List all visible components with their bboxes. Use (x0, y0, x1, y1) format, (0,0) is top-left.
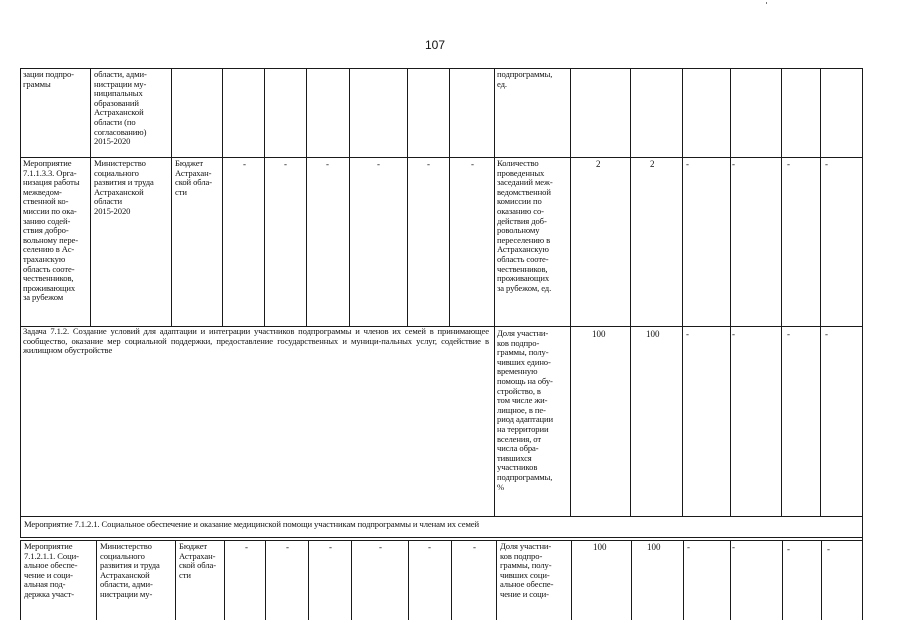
col-rule (20, 326, 21, 516)
task-712-text-cell: Задача 7.1.2. Создание условий для адаптации и интеграции участников подпрограммы и членов их семей в принимающее сообщество, оказание мер социальной поддержки, предоставление государственных и муници-пальных услуг, содействие в жилищном обустройстве (23, 326, 489, 356)
indicator-value: - (687, 542, 690, 552)
col-rule (496, 540, 497, 620)
indicator-value: - (825, 159, 828, 169)
col-rule (782, 540, 783, 620)
event-71211-source-cell: Бюджет Астрахан- ской обла- сти (179, 541, 217, 580)
continuation-event-cell: зации подпро- граммы (23, 69, 74, 89)
col-rule (351, 540, 352, 620)
indicator-value: 2 (650, 159, 655, 169)
finance-value: - (427, 159, 430, 169)
event-71133-executor-cell: Министерство социального развития и труда Астраханской области 2015-2020 (94, 158, 154, 216)
col-rule (682, 68, 683, 516)
finance-value: - (284, 159, 287, 169)
finance-value: - (326, 159, 329, 169)
col-rule (265, 540, 266, 620)
finance-value: - (379, 542, 382, 552)
indicator-value: - (686, 159, 689, 169)
event-71211-name-cell: Мероприятие 7.1.2.1.1. Соци- альное обеспе- чение и соци- альная под- держка участ- (24, 541, 79, 599)
finance-value: - (471, 159, 474, 169)
finance-value: - (286, 542, 289, 552)
indicator-value: - (787, 159, 790, 169)
col-rule (449, 68, 450, 326)
event-71133-name-cell: Мероприятие 7.1.1.3.3. Орга- низация работы межведом- ственной ко- миссии по ока- занию содей- ствия добро- вольному пере- селению в Ас- траханскую область сооте- чественников, проживающих за рубежом (23, 158, 80, 303)
finance-value: - (329, 542, 332, 552)
col-rule (781, 68, 782, 516)
event-7121-header-cell: Мероприятие 7.1.2.1. Социальное обеспечение и оказание медицинской помощи участникам подпрограммы и членам их семей (24, 519, 480, 529)
row-rule (20, 537, 862, 538)
page-number: 107 (425, 38, 446, 52)
col-rule (224, 540, 225, 620)
col-rule (631, 540, 632, 620)
col-rule (20, 68, 21, 326)
col-rule (222, 68, 223, 326)
col-rule (494, 68, 495, 516)
col-rule (821, 540, 822, 620)
col-rule (862, 540, 863, 620)
col-rule (730, 540, 731, 620)
indicator-value: - (827, 544, 830, 554)
continuation-executor-cell: области, адми- нистрации му- ниципальных образований Астраханской области (по согласованию) 2015-2020 (94, 69, 147, 147)
task-712-indicator-cell: Доля участни- ков подпро- граммы, полу- чивших едино- временную помощь на обу- стройство, в том числе жи- лищное, в пе- риод адаптации на территории вселения, от числа обра- тившихся участников подпрограммы, % (497, 328, 554, 492)
col-rule (570, 68, 571, 516)
indicator-value: 100 (646, 329, 660, 339)
col-rule (90, 68, 91, 326)
row-rule (20, 516, 862, 517)
event-71211-indicator-cell: Доля участни- ков подпро- граммы, полу- чивших соци- альное обеспе- чение и соци- (500, 541, 554, 599)
indicator-value: 100 (647, 542, 661, 552)
finance-value: - (473, 542, 476, 552)
col-rule (630, 68, 631, 516)
col-rule (308, 540, 309, 620)
finance-value: - (428, 542, 431, 552)
col-rule (306, 68, 307, 326)
finance-value: - (245, 542, 248, 552)
col-rule (683, 540, 684, 620)
col-rule (820, 68, 821, 516)
col-rule (20, 540, 21, 620)
indicator-value: 100 (592, 329, 606, 339)
indicator-value: 100 (593, 542, 607, 552)
event-71133-source-cell: Бюджет Астрахан- ской обла- сти (175, 158, 213, 197)
col-rule (571, 540, 572, 620)
col-rule (20, 516, 21, 537)
col-rule (862, 68, 863, 540)
col-rule (349, 68, 350, 326)
row-rule (20, 157, 862, 158)
col-rule (408, 540, 409, 620)
col-rule (730, 68, 731, 516)
indicator-value: - (732, 159, 735, 169)
indicator-value: - (825, 329, 828, 339)
indicator-value: - (787, 544, 790, 554)
finance-value: - (243, 159, 246, 169)
indicator-value: 2 (596, 159, 601, 169)
continuation-indicator-cell: подпрограммы, ед. (497, 69, 553, 89)
col-rule (407, 68, 408, 326)
indicator-value: - (732, 542, 735, 552)
col-rule (96, 540, 97, 620)
indicator-value: - (732, 329, 735, 339)
col-rule (264, 68, 265, 326)
col-rule (451, 540, 452, 620)
col-rule (175, 540, 176, 620)
indicator-value: - (787, 329, 790, 339)
event-71133-indicator-cell: Количество проведенных заседаний меж- ведомственной комиссии по оказанию со- действия доб- ровольному переселению в Астраханскую область сооте- чественников, проживающих за рубежом, ед. (497, 158, 553, 293)
col-rule (171, 68, 172, 326)
indicator-value: - (686, 329, 689, 339)
event-71211-executor-cell: Министерство социального развития и труда Астраханской области, адми- нистрации му- (100, 541, 160, 599)
finance-value: - (377, 159, 380, 169)
